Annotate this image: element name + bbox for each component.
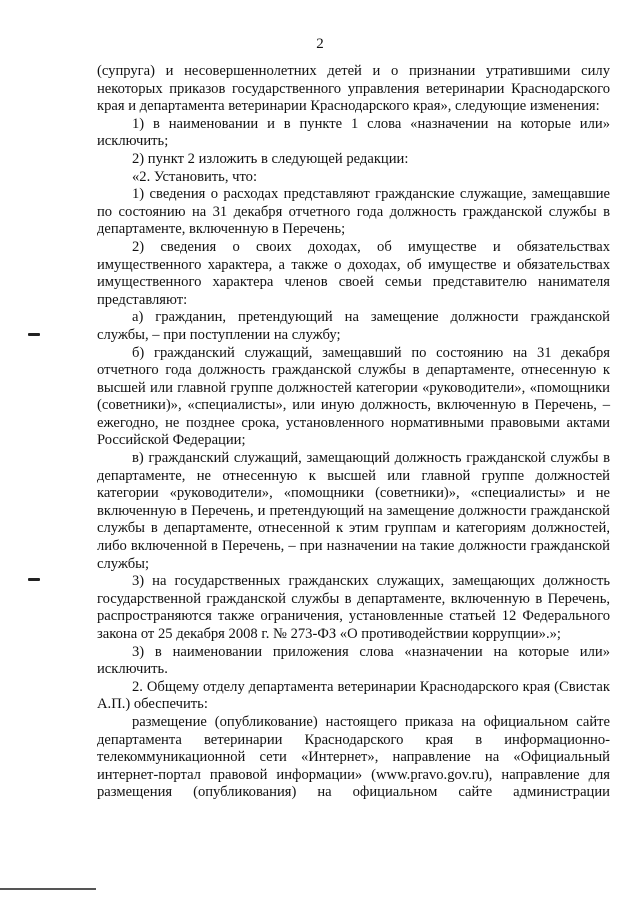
paragraph: 2) сведения о своих доходах, об имуществе и обязательствах имущественного характера, а также о доходах, об имуществе и обязательствах имущественного характера членов своей семьи представителю нанимателя представляют: [97, 238, 610, 308]
scan-punch-mark [28, 578, 40, 581]
scan-edge-line [0, 888, 96, 890]
paragraph: 3) в наименовании приложения слова «назначении на которые или» исключить. [97, 643, 610, 678]
paragraph: размещение (опубликование) настоящего приказа на официальном сайте департамента ветеринарии Краснодарского края в информационно-телекоммуникационной сети «Интернет», направление на «Официальный интернет-портал правовой информации» (www.pravo.gov.ru), направление для размещения (опубликования) на официальном сайте администрации [97, 713, 610, 801]
paragraph: б) гражданский служащий, замещавший по состоянию на 31 декабря отчетного года должность гражданской службы в департаменте, отнесенную к высшей или главной группе должностей категории «руководители», «помощники (советники)», «специалисты», или иную должность, включенную в Перечень, – ежегодно, не позднее срока, установленного нормативными правовыми актами Российской Федерации; [97, 344, 610, 449]
paragraph: 2) пункт 2 изложить в следующей редакции: [132, 150, 409, 167]
page-number: 2 [316, 36, 324, 52]
document-body [97, 63, 610, 802]
paragraph: в) гражданский служащий, замещающий должность гражданской службы в департаменте, не отнесенную к высшей или главной группе должностей категории «руководители», «помощники (советники)», «специалисты» и не включенную в Перечень, и претендующий на замещение должности гражданской службы в департаменте, отнесенной к этим группам и категориям должностей, либо включенной в Перечень, – при назначении на такие должности гражданской службы; [97, 450, 610, 572]
paragraph: 2. Общему отделу департамента ветеринарии Краснодарского края (Свистак А.П.) обеспечить: [97, 678, 610, 713]
paragraph: (супруга) и несовершеннолетних детей и о признании утратившими силу некоторых приказов государственного управления ветеринарии Краснодарского края и департамента ветеринарии Краснодарского края», следующие изменения: [97, 63, 610, 115]
scan-punch-mark [28, 333, 40, 336]
paragraph: а) гражданин, претендующий на замещение должности гражданской службы, – при поступлении на службу; [97, 309, 610, 343]
paragraph: 1) в наименовании и в пункте 1 слова «назначении на которые или» исключить; [97, 115, 610, 150]
paragraph: «2. Установить, что: [132, 168, 257, 185]
paragraph: 1) сведения о расходах представляют гражданские служащие, замещавшие по состоянию на 31 декабря отчетного года должность гражданской службы в департаменте, включенную в Перечень; [97, 186, 610, 238]
paragraph: 3) на государственных гражданских служащих, замещающих должность государственной гражданской службы в департаменте, включенную в Перечень, распространяются также ограничения, установленные статьей 12 Федерального закона от 25 декабря 2008 г. № 273-ФЗ «О противодействии коррупции».»; [97, 573, 610, 642]
